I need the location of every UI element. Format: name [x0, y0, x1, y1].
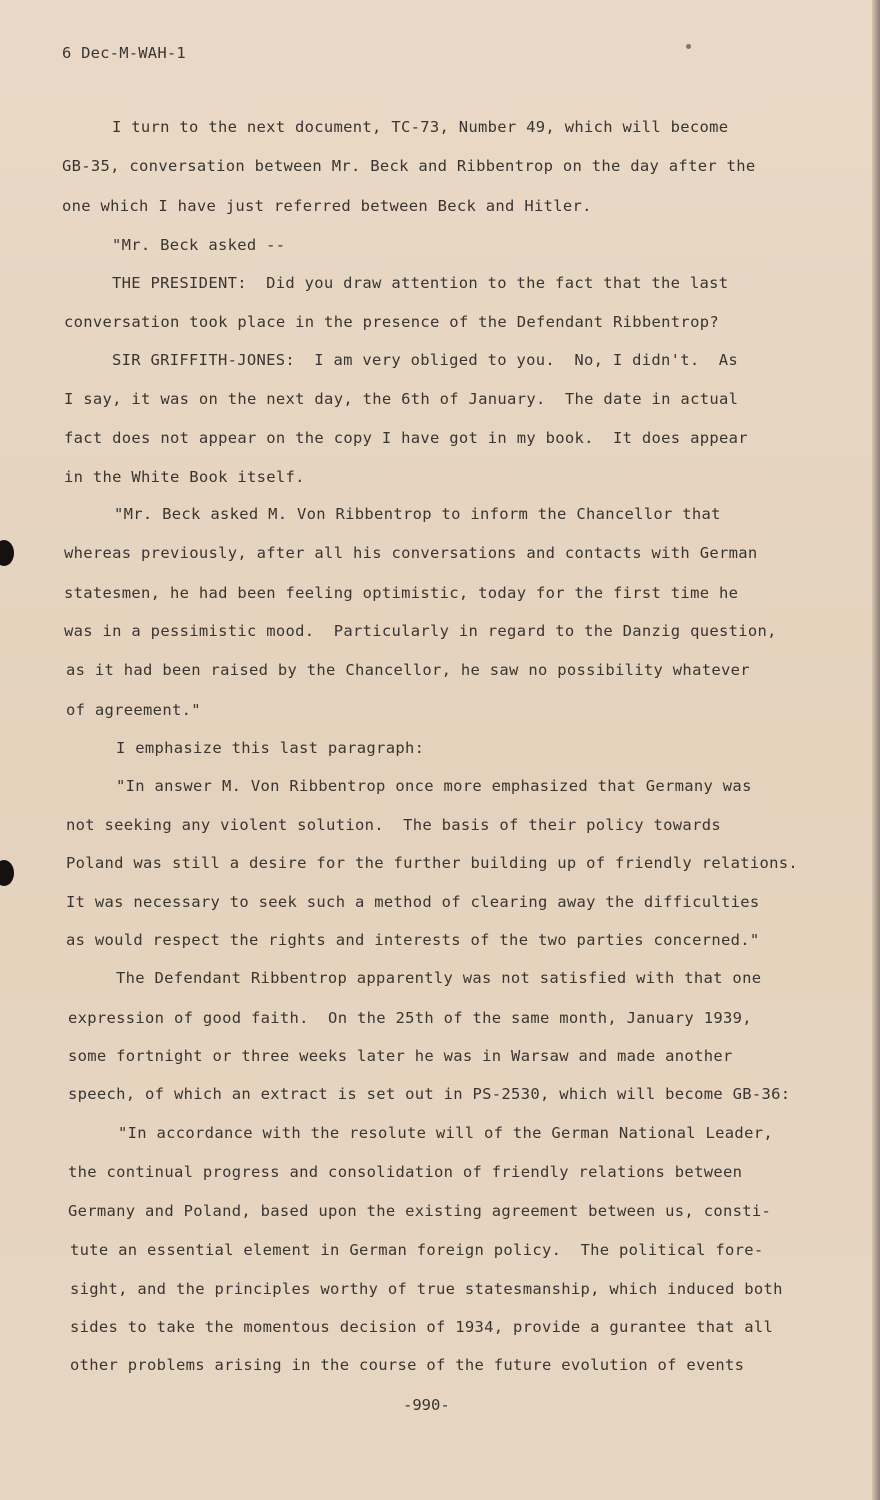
- text-line: as it had been raised by the Chancellor, he saw no possibility whatever: [66, 661, 750, 679]
- text-line: whereas previously, after all his conversations and contacts with German: [64, 544, 758, 562]
- text-line: the continual progress and consolidation of friendly relations between: [68, 1163, 743, 1181]
- text-line: I emphasize this last paragraph:: [116, 739, 425, 757]
- text-line: sides to take the momentous decision of 1934, provide a gurantee that all: [70, 1318, 774, 1336]
- text-line: in the White Book itself.: [64, 468, 305, 486]
- text-line: "In accordance with the resolute will of the German National Leader,: [118, 1124, 773, 1142]
- text-line: GB-35, conversation between Mr. Beck and Ribbentrop on the day after the: [62, 157, 756, 175]
- text-line: The Defendant Ribbentrop apparently was not satisfied with that one: [116, 969, 762, 987]
- text-line: Germany and Poland, based upon the existing agreement between us, consti-: [68, 1202, 772, 1220]
- text-line: statesmen, he had been feeling optimistic, today for the first time he: [64, 584, 739, 602]
- page-edge: [872, 0, 880, 1500]
- text-line: "Mr. Beck asked M. Von Ribbentrop to inform the Chancellor that: [114, 505, 721, 523]
- text-line: not seeking any violent solution. The basis of their policy towards: [66, 816, 721, 834]
- text-line: THE PRESIDENT: Did you draw attention to the fact that the last: [112, 274, 729, 292]
- text-line: other problems arising in the course of the future evolution of events: [70, 1356, 745, 1374]
- text-line: Poland was still a desire for the further building up of friendly relations.: [66, 854, 799, 872]
- text-line: of agreement.": [66, 701, 201, 719]
- binding-hole-2: [0, 860, 14, 886]
- text-line: as would respect the rights and interests of the two parties concerned.": [66, 931, 760, 949]
- text-line: was in a pessimistic mood. Particularly in regard to the Danzig question,: [64, 622, 777, 640]
- text-line: sight, and the principles worthy of true statesmanship, which induced both: [70, 1280, 783, 1298]
- text-line: expression of good faith. On the 25th of the same month, January 1939,: [68, 1009, 752, 1027]
- document-header: 6 Dec-M-WAH-1: [62, 44, 186, 62]
- text-line: It was necessary to seek such a method of clearing away the difficulties: [66, 893, 760, 911]
- binding-hole-1: [0, 540, 14, 566]
- page-number: -990-: [403, 1396, 450, 1414]
- text-line: SIR GRIFFITH-JONES: I am very obliged to you. No, I didn't. As: [112, 351, 739, 369]
- text-line: one which I have just referred between Beck and Hitler.: [62, 197, 592, 215]
- text-line: some fortnight or three weeks later he was in Warsaw and made another: [68, 1047, 733, 1065]
- text-line: "Mr. Beck asked --: [112, 236, 286, 254]
- text-line: tute an essential element in German foreign policy. The political fore-: [70, 1241, 764, 1259]
- text-line: I say, it was on the next day, the 6th of January. The date in actual: [64, 390, 739, 408]
- text-line: conversation took place in the presence of the Defendant Ribbentrop?: [64, 313, 719, 331]
- paper-speck: [686, 44, 691, 49]
- text-line: fact does not appear on the copy I have got in my book. It does appear: [64, 429, 748, 447]
- text-line: speech, of which an extract is set out in PS-2530, which will become GB-36:: [68, 1085, 791, 1103]
- text-line: "In answer M. Von Ribbentrop once more emphasized that Germany was: [116, 777, 752, 795]
- text-line: I turn to the next document, TC-73, Number 49, which will become: [112, 118, 729, 136]
